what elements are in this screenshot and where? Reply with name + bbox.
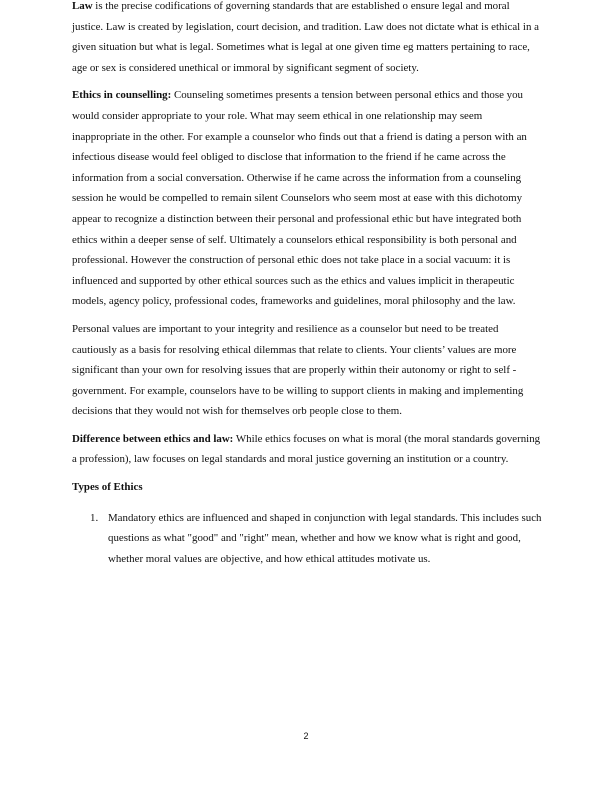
paragraph-law-text: is the precise codifications of governing standards that are established o ensure legal and moral justice. Law is created by legislation, court decision, and tradition. Law does not dictate what is ethical in a given situation but what is legal. Sometimes what is legal at one given time eg matters pertaining to race, age or sex is considered unethical or immoral by significant segment of society. [72,0,539,74]
term-law: Law [72,0,93,12]
list-item: 1. 1. Mandatory ethics are influenced and shaped in conjunction with legal standards. This includes such questions as what "good" and "right" mean, whether and how we know what is right and good, whether moral values are objective, and how ethical attitudes motivate us. [108,508,542,570]
paragraph-ethics-in-counselling-text: Counseling sometimes presents a tension between personal ethics and those you would consider appropriate to your role. What may seem ethical in one relationship may seem inappropriate in the other. For example a counselor who finds out that a friend is dating a person with an infectious disease would feel obliged to disclose that information to the friend if he came across the information from a social conversation. Otherwise if he came across the information from a counseling session he would be compelled to remain silent Counselors who seem most at ease with this dichotomy appear to recognize a distinction between their personal and professional ethic but have integrated both ethics within a deeper sense of self. Ultimately a counselors ethical responsibility is both personal and professional. However the construction of personal ethic does not take place in a social vacuum: it is influenced and supported by other ethical sources such as the ethics and values implicit in therapeutic models, agency policy, professional codes, frameworks and guidelines, moral philosophy and the law. [72,89,527,308]
types-of-ethics-heading: Types of Ethics [72,481,143,494]
paragraph-ethics-in-counselling [72,85,542,312]
paragraph-ethics-vs-law-text: While ethics focuses on what is moral (the moral standards governing a profession), law focuses on legal standards and moral justice governing an institution or a country. [72,432,541,466]
term-ethics-in-counselling: Ethics in counselling: [72,89,172,102]
list-item-text: Mandatory ethics are influenced and shaped in conjunction with legal standards. This includes such questions as what "good" and "right" mean, whether and how we know what is right and good, whether moral values are objective, and how ethical attitudes motivate us. [108,511,542,565]
document-body [72,0,542,569]
page-number: 2 [303,731,309,741]
types-of-ethics-list [72,508,542,570]
term-ethics-vs-law: Difference between ethics and law: [72,432,234,445]
paragraph-law [72,0,542,78]
paragraph-personal-values [72,319,542,422]
paragraph-ethics-vs-law [72,429,542,470]
paragraph-personal-values-text: Personal values are important to your integrity and resilience as a counselor but need to be treated cautiously as a basis for resolving ethical dilemmas that relate to clients. Your clients’ values are more significant than your own for resolving issues that are properly within their autonomy or right to self -government. For example, counselors have to be willing to support clients in making and implementing decisions that they would not wish for themselves orb people close to them. [72,322,524,418]
